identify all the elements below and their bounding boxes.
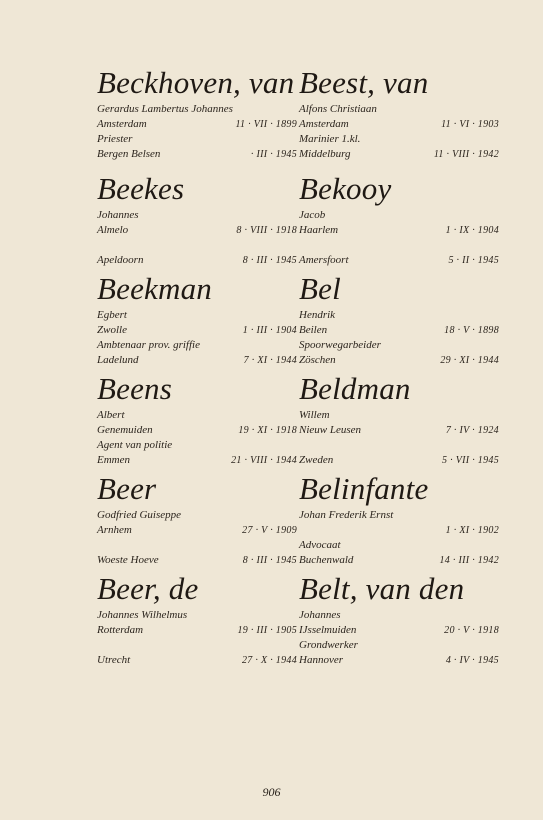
entry-line-text: Beilen bbox=[299, 323, 328, 336]
entry-line-date: 8 · VIII · 1918 bbox=[236, 224, 297, 236]
entry-line bbox=[299, 423, 499, 439]
entry-line-text: Willem bbox=[299, 409, 330, 421]
entry-details bbox=[299, 408, 499, 468]
entry-line-date: 4 · IV · 1945 bbox=[445, 654, 499, 666]
entry-line-text: Egbert bbox=[97, 309, 127, 321]
entry-line-date: 7 · XI · 1944 bbox=[243, 354, 297, 366]
memorial-entry bbox=[97, 272, 297, 368]
entry-line bbox=[97, 653, 297, 669]
entry-line bbox=[299, 147, 499, 163]
entry-line-date: 5 · VII · 1945 bbox=[442, 454, 499, 466]
entry-line-text: Almelo bbox=[97, 223, 129, 236]
entry-line-date: · III · 1945 bbox=[250, 148, 297, 160]
entry-line-text bbox=[299, 523, 302, 538]
page-number: 906 bbox=[262, 785, 281, 799]
entry-line-text: Ladelund bbox=[97, 353, 139, 366]
memorial-entry bbox=[97, 572, 297, 668]
entry-line bbox=[299, 553, 499, 569]
entry-line bbox=[97, 508, 297, 523]
memorial-entry bbox=[97, 372, 297, 468]
entry-line bbox=[97, 553, 297, 569]
entry-surname: Beldman bbox=[299, 371, 411, 406]
entry-details bbox=[97, 408, 297, 468]
entry-line-date: 18 · V · 1898 bbox=[444, 324, 499, 336]
entry-details bbox=[97, 308, 297, 368]
entry-line-text: Advocaat bbox=[299, 539, 341, 551]
entry-line bbox=[97, 308, 297, 323]
entry-line bbox=[97, 623, 297, 639]
entry-line bbox=[97, 353, 297, 369]
entry-details bbox=[299, 208, 499, 268]
entry-line bbox=[299, 208, 499, 223]
entry-line bbox=[97, 323, 297, 339]
entry-line-text: Bergen Belsen bbox=[97, 147, 161, 160]
entry-surname: Beest, van bbox=[299, 65, 429, 100]
entry-line-date: 27 · V · 1909 bbox=[242, 524, 297, 536]
entry-line-date: 11 · VII · 1899 bbox=[235, 118, 297, 130]
entry-surname: Belinfante bbox=[299, 471, 429, 506]
entry-line bbox=[299, 623, 499, 639]
entry-line bbox=[299, 117, 499, 133]
entry-line-text: Johan Frederik Ernst bbox=[299, 509, 394, 521]
entry-line bbox=[97, 238, 297, 253]
entry-line-text bbox=[299, 238, 302, 253]
entry-line bbox=[299, 653, 499, 669]
entry-line bbox=[299, 338, 499, 353]
entry-line bbox=[97, 147, 297, 163]
entry-line-text: Middelburg bbox=[299, 147, 351, 160]
entry-line-text: Amersfoort bbox=[299, 253, 349, 266]
entry-line-text: IJsselmuiden bbox=[299, 623, 357, 636]
entry-line-text bbox=[97, 538, 100, 553]
entry-line-text: Grondwerker bbox=[299, 639, 358, 651]
memorial-entry bbox=[97, 172, 297, 268]
entry-line-date: 21 · VIII · 1944 bbox=[231, 454, 297, 466]
memorial-entry bbox=[299, 372, 499, 468]
memorial-entry bbox=[97, 66, 297, 162]
entry-line bbox=[97, 423, 297, 439]
entry-line bbox=[299, 223, 499, 239]
entry-line bbox=[97, 638, 297, 653]
entry-line-text: Haarlem bbox=[299, 223, 339, 236]
entry-details bbox=[97, 208, 297, 268]
entry-line bbox=[97, 132, 297, 147]
entry-line-text: Genemuiden bbox=[97, 423, 153, 436]
memorial-entry bbox=[299, 172, 499, 268]
entry-line bbox=[97, 117, 297, 133]
entry-line bbox=[97, 223, 297, 239]
entry-line bbox=[97, 538, 297, 553]
entry-line-text: Buchenwald bbox=[299, 553, 354, 566]
entry-line-text bbox=[97, 238, 100, 253]
entry-line bbox=[299, 353, 499, 369]
entry-line-date: 20 · V · 1918 bbox=[444, 624, 499, 636]
entry-line-text: Priester bbox=[97, 133, 133, 145]
entry-line-text: Gerardus Lambertus Johannes bbox=[97, 103, 233, 115]
entry-surname: Beer, de bbox=[97, 571, 199, 606]
entry-line bbox=[97, 608, 297, 623]
entry-details bbox=[97, 102, 297, 162]
entry-line-text bbox=[299, 438, 302, 453]
entry-line bbox=[97, 208, 297, 223]
entry-line-text: Hannover bbox=[299, 653, 343, 666]
entry-line bbox=[299, 453, 499, 469]
entry-line-date: 11 · VIII · 1942 bbox=[433, 148, 499, 160]
entry-line-date: 27 · X · 1944 bbox=[241, 654, 297, 666]
entry-line bbox=[97, 102, 297, 117]
entry-line-text: Johannes Wilhelmus bbox=[97, 609, 188, 621]
entry-line-date: 5 · II · 1945 bbox=[448, 254, 499, 266]
entry-line-date: 1 · III · 1904 bbox=[242, 324, 297, 336]
entry-line-text: Woeste Hoeve bbox=[97, 553, 159, 566]
entry-line-text: Arnhem bbox=[97, 523, 132, 536]
entry-line-text: Johannes bbox=[299, 609, 341, 621]
entry-line bbox=[299, 323, 499, 339]
entry-line-date: 19 · XI · 1918 bbox=[238, 424, 297, 436]
entry-line bbox=[97, 453, 297, 469]
entry-line-text: Spoorwegarbeider bbox=[299, 339, 381, 351]
entry-line-date: 1 · XI · 1902 bbox=[445, 524, 499, 536]
entry-surname: Belt, van den bbox=[299, 571, 465, 606]
entry-line bbox=[299, 238, 499, 253]
entry-line bbox=[299, 538, 499, 553]
entry-details bbox=[299, 308, 499, 368]
entry-line-text: Godfried Guiseppe bbox=[97, 509, 182, 521]
entry-line bbox=[299, 523, 499, 539]
entry-line-text: Apeldoorn bbox=[97, 253, 144, 266]
entry-line bbox=[97, 253, 297, 269]
entry-surname: Beer bbox=[97, 471, 157, 506]
entry-line-text: Alfons Christiaan bbox=[299, 103, 377, 115]
entry-line bbox=[97, 438, 297, 453]
entry-line-date: 8 · III · 1945 bbox=[242, 554, 297, 566]
entry-line-date: 7 · IV · 1924 bbox=[445, 424, 499, 436]
entry-line bbox=[97, 338, 297, 353]
entry-line-text: Ambtenaar prov. griffie bbox=[97, 339, 200, 351]
entry-line bbox=[299, 508, 499, 523]
entry-line-text: Zwolle bbox=[97, 323, 127, 336]
entry-line-text: Agent van politie bbox=[97, 439, 173, 451]
entry-line-text bbox=[97, 638, 100, 653]
memorial-entry bbox=[299, 272, 499, 368]
entry-line bbox=[299, 132, 499, 147]
memorial-entry bbox=[299, 66, 499, 162]
entry-line-date: 8 · III · 1945 bbox=[242, 254, 297, 266]
memorial-entry bbox=[299, 572, 499, 668]
entry-details bbox=[299, 508, 499, 568]
entry-line bbox=[97, 408, 297, 423]
entry-line bbox=[299, 102, 499, 117]
entry-line-text: Rotterdam bbox=[97, 623, 144, 636]
entry-line bbox=[97, 523, 297, 539]
entry-line-text: Amsterdam bbox=[97, 117, 147, 130]
entry-line-date: 19 · III · 1905 bbox=[237, 624, 297, 636]
entry-line bbox=[299, 308, 499, 323]
entry-details bbox=[299, 102, 499, 162]
entry-surname: Beens bbox=[97, 371, 173, 406]
entry-line-text: Johannes bbox=[97, 209, 139, 221]
entry-line bbox=[299, 608, 499, 623]
entry-surname: Beckhoven, van bbox=[97, 65, 295, 100]
entry-line-text: Emmen bbox=[97, 453, 130, 466]
entry-line-text: Zöschen bbox=[299, 353, 336, 366]
entry-surname: Beekman bbox=[97, 271, 213, 306]
entry-line bbox=[299, 408, 499, 423]
entry-line-date: 14 · III · 1942 bbox=[439, 554, 499, 566]
entry-line-text: Utrecht bbox=[97, 653, 131, 666]
entry-surname: Beekes bbox=[97, 171, 185, 206]
entry-line-text: Marinier 1.kl. bbox=[299, 133, 361, 145]
entry-line-text: Jacob bbox=[299, 209, 326, 221]
entry-line bbox=[299, 438, 499, 453]
entry-line bbox=[299, 638, 499, 653]
entry-line bbox=[299, 253, 499, 269]
entry-line-text: Nieuw Leusen bbox=[299, 423, 362, 436]
entry-line-date: 1 · IX · 1904 bbox=[445, 224, 499, 236]
entry-line-text: Albert bbox=[97, 409, 125, 421]
entry-details bbox=[97, 508, 297, 568]
memorial-entry bbox=[299, 472, 499, 568]
entry-details bbox=[97, 608, 297, 668]
memorial-entry bbox=[97, 472, 297, 568]
entry-line-date: 11 · VI · 1903 bbox=[441, 118, 499, 130]
entry-line-text: Amsterdam bbox=[299, 117, 349, 130]
entry-details bbox=[299, 608, 499, 668]
entry-surname: Bekooy bbox=[299, 171, 392, 206]
entry-line-text: Hendrik bbox=[299, 309, 336, 321]
entry-line-text: Zweden bbox=[299, 453, 334, 466]
entry-line-date: 29 · XI · 1944 bbox=[440, 354, 499, 366]
entry-surname: Bel bbox=[299, 271, 341, 306]
